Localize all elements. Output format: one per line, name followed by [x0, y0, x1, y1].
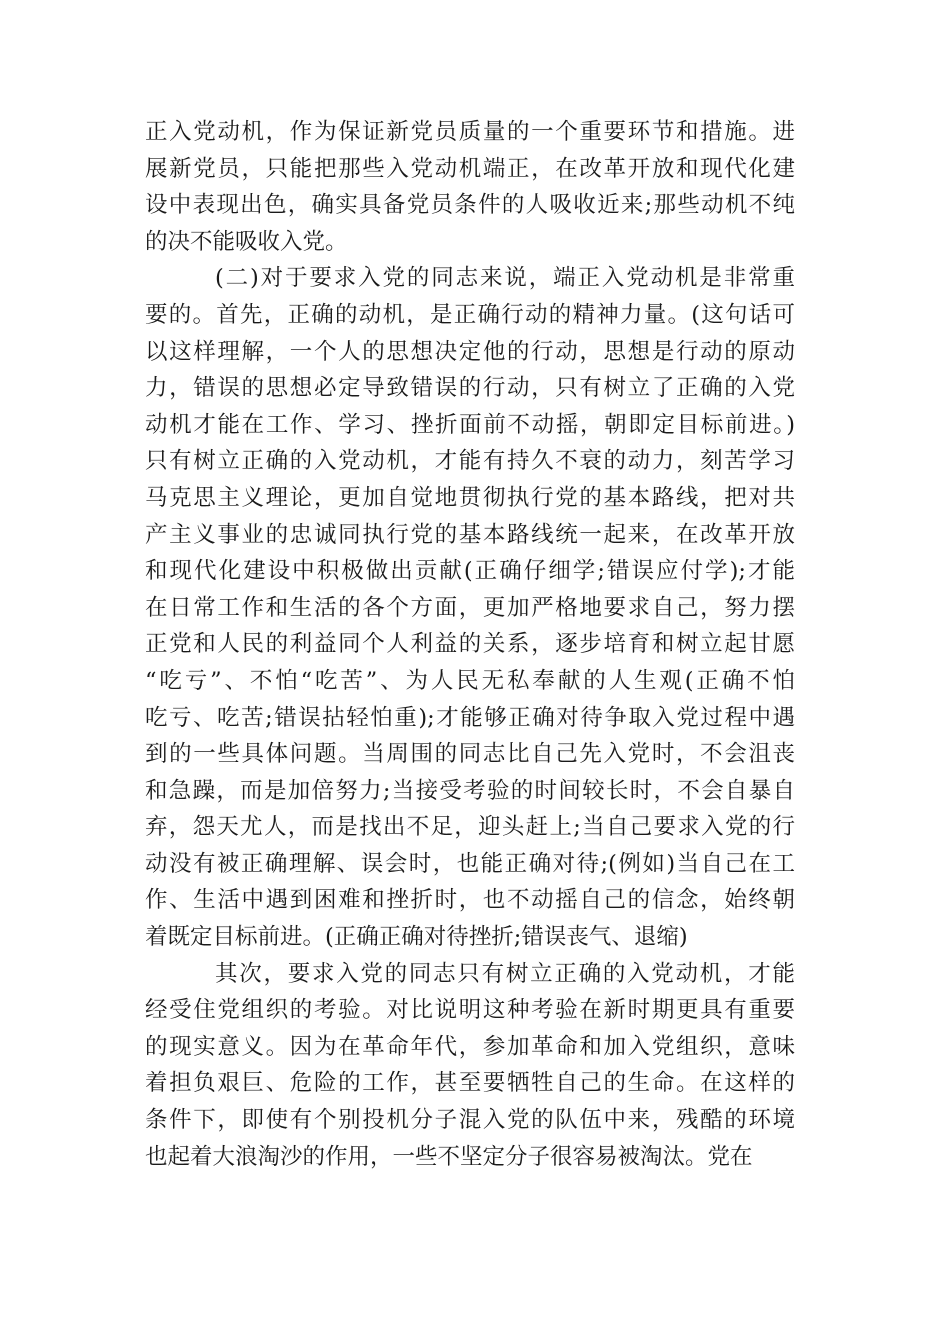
text-line: 作、生活中遇到困难和挫折时，也不动摇自己的信念，始终朝: [145, 887, 795, 914]
paragraph: [145, 114, 795, 260]
text-line: 动机才能在工作、学习、挫折面前不动摇，朝即定目标前进。): [145, 411, 795, 438]
text-line: 着既定目标前进。(正确正确对待挫折;错误丧气、退缩): [145, 924, 688, 951]
text-line: 正党和人民的利益同个人利益的关系，逐步培育和树立起甘愿: [145, 631, 795, 658]
text-line: 正入党动机，作为保证新党员质量的一个重要环节和措施。进: [145, 119, 795, 145]
text-line: 吃亏、吃苦;错误拈轻怕重);才能够正确对待争取入党过程中遇: [145, 704, 795, 731]
text-line: “吃亏”、不怕“吃苦”、为人民无私奉献的人生观(正确不怕: [145, 667, 795, 694]
text-line: 马克思主义理论，更加自觉地贯彻执行党的基本路线，把对共: [145, 484, 795, 511]
text-line: 力，错误的思想必定导致错误的行动，只有树立了正确的入党: [145, 375, 795, 402]
paragraph: [145, 260, 795, 955]
text-line: 要的。首先，正确的动机，是正确行动的精神力量。(这句话可: [145, 301, 795, 328]
text-line: 设中表现出色，确实具备党员条件的人吸收近来;那些动机不纯: [145, 192, 795, 219]
body-text: [145, 114, 795, 1175]
text-line: 的现实意义。因为在革命年代，参加革命和加入党组织，意味: [145, 1033, 795, 1060]
text-line: 其次，要求入党的同志只有树立正确的入党动机，才能: [215, 960, 795, 987]
text-line: 只有树立正确的入党动机，才能有持久不衰的动力，刻苦学习: [145, 448, 795, 475]
text-line: 展新党员，只能把那些入党动机端正，在改革开放和现代化建: [145, 155, 795, 182]
text-line: 以这样理解，一个人的思想决定他的行动，思想是行动的原动: [145, 338, 795, 365]
text-line: 和急躁，而是加倍努力;当接受考验的时间较长时，不会自暴自: [145, 777, 795, 804]
text-line: 在日常工作和生活的各个方面，更加严格地要求自己，努力摆: [145, 594, 795, 621]
text-line: 经受住党组织的考验。对比说明这种考验在新时期更具有重要: [145, 997, 795, 1024]
paragraph: [145, 956, 795, 1176]
text-line: 也起着大浪淘沙的作用，一些不坚定分子很容易被淘汰。党在: [145, 1143, 753, 1170]
text-line: 和现代化建设中积极做出贡献(正确仔细学;错误应付学);才能: [145, 558, 795, 585]
text-line: 的决不能吸收入党。: [145, 228, 348, 255]
text-line: (二)对于要求入党的同志来说，端正入党动机是非常重: [215, 265, 795, 292]
text-line: 弃，怨天尤人，而是找出不足，迎头赶上;当自己要求入党的行: [145, 814, 795, 841]
text-line: 到的一些具体问题。当周围的同志比自己先入党时，不会沮丧: [145, 741, 795, 768]
text-line: 动没有被正确理解、误会时，也能正确对待;(例如)当自己在工: [145, 850, 795, 877]
text-line: 产主义事业的忠诚同执行党的基本路线统一起来，在改革开放: [145, 521, 795, 548]
text-line: 着担负艰巨、危险的工作，甚至要牺牲自己的生命。在这样的: [145, 1070, 795, 1097]
text-line: 条件下，即使有个别投机分子混入党的队伍中来，残酷的环境: [145, 1107, 795, 1134]
